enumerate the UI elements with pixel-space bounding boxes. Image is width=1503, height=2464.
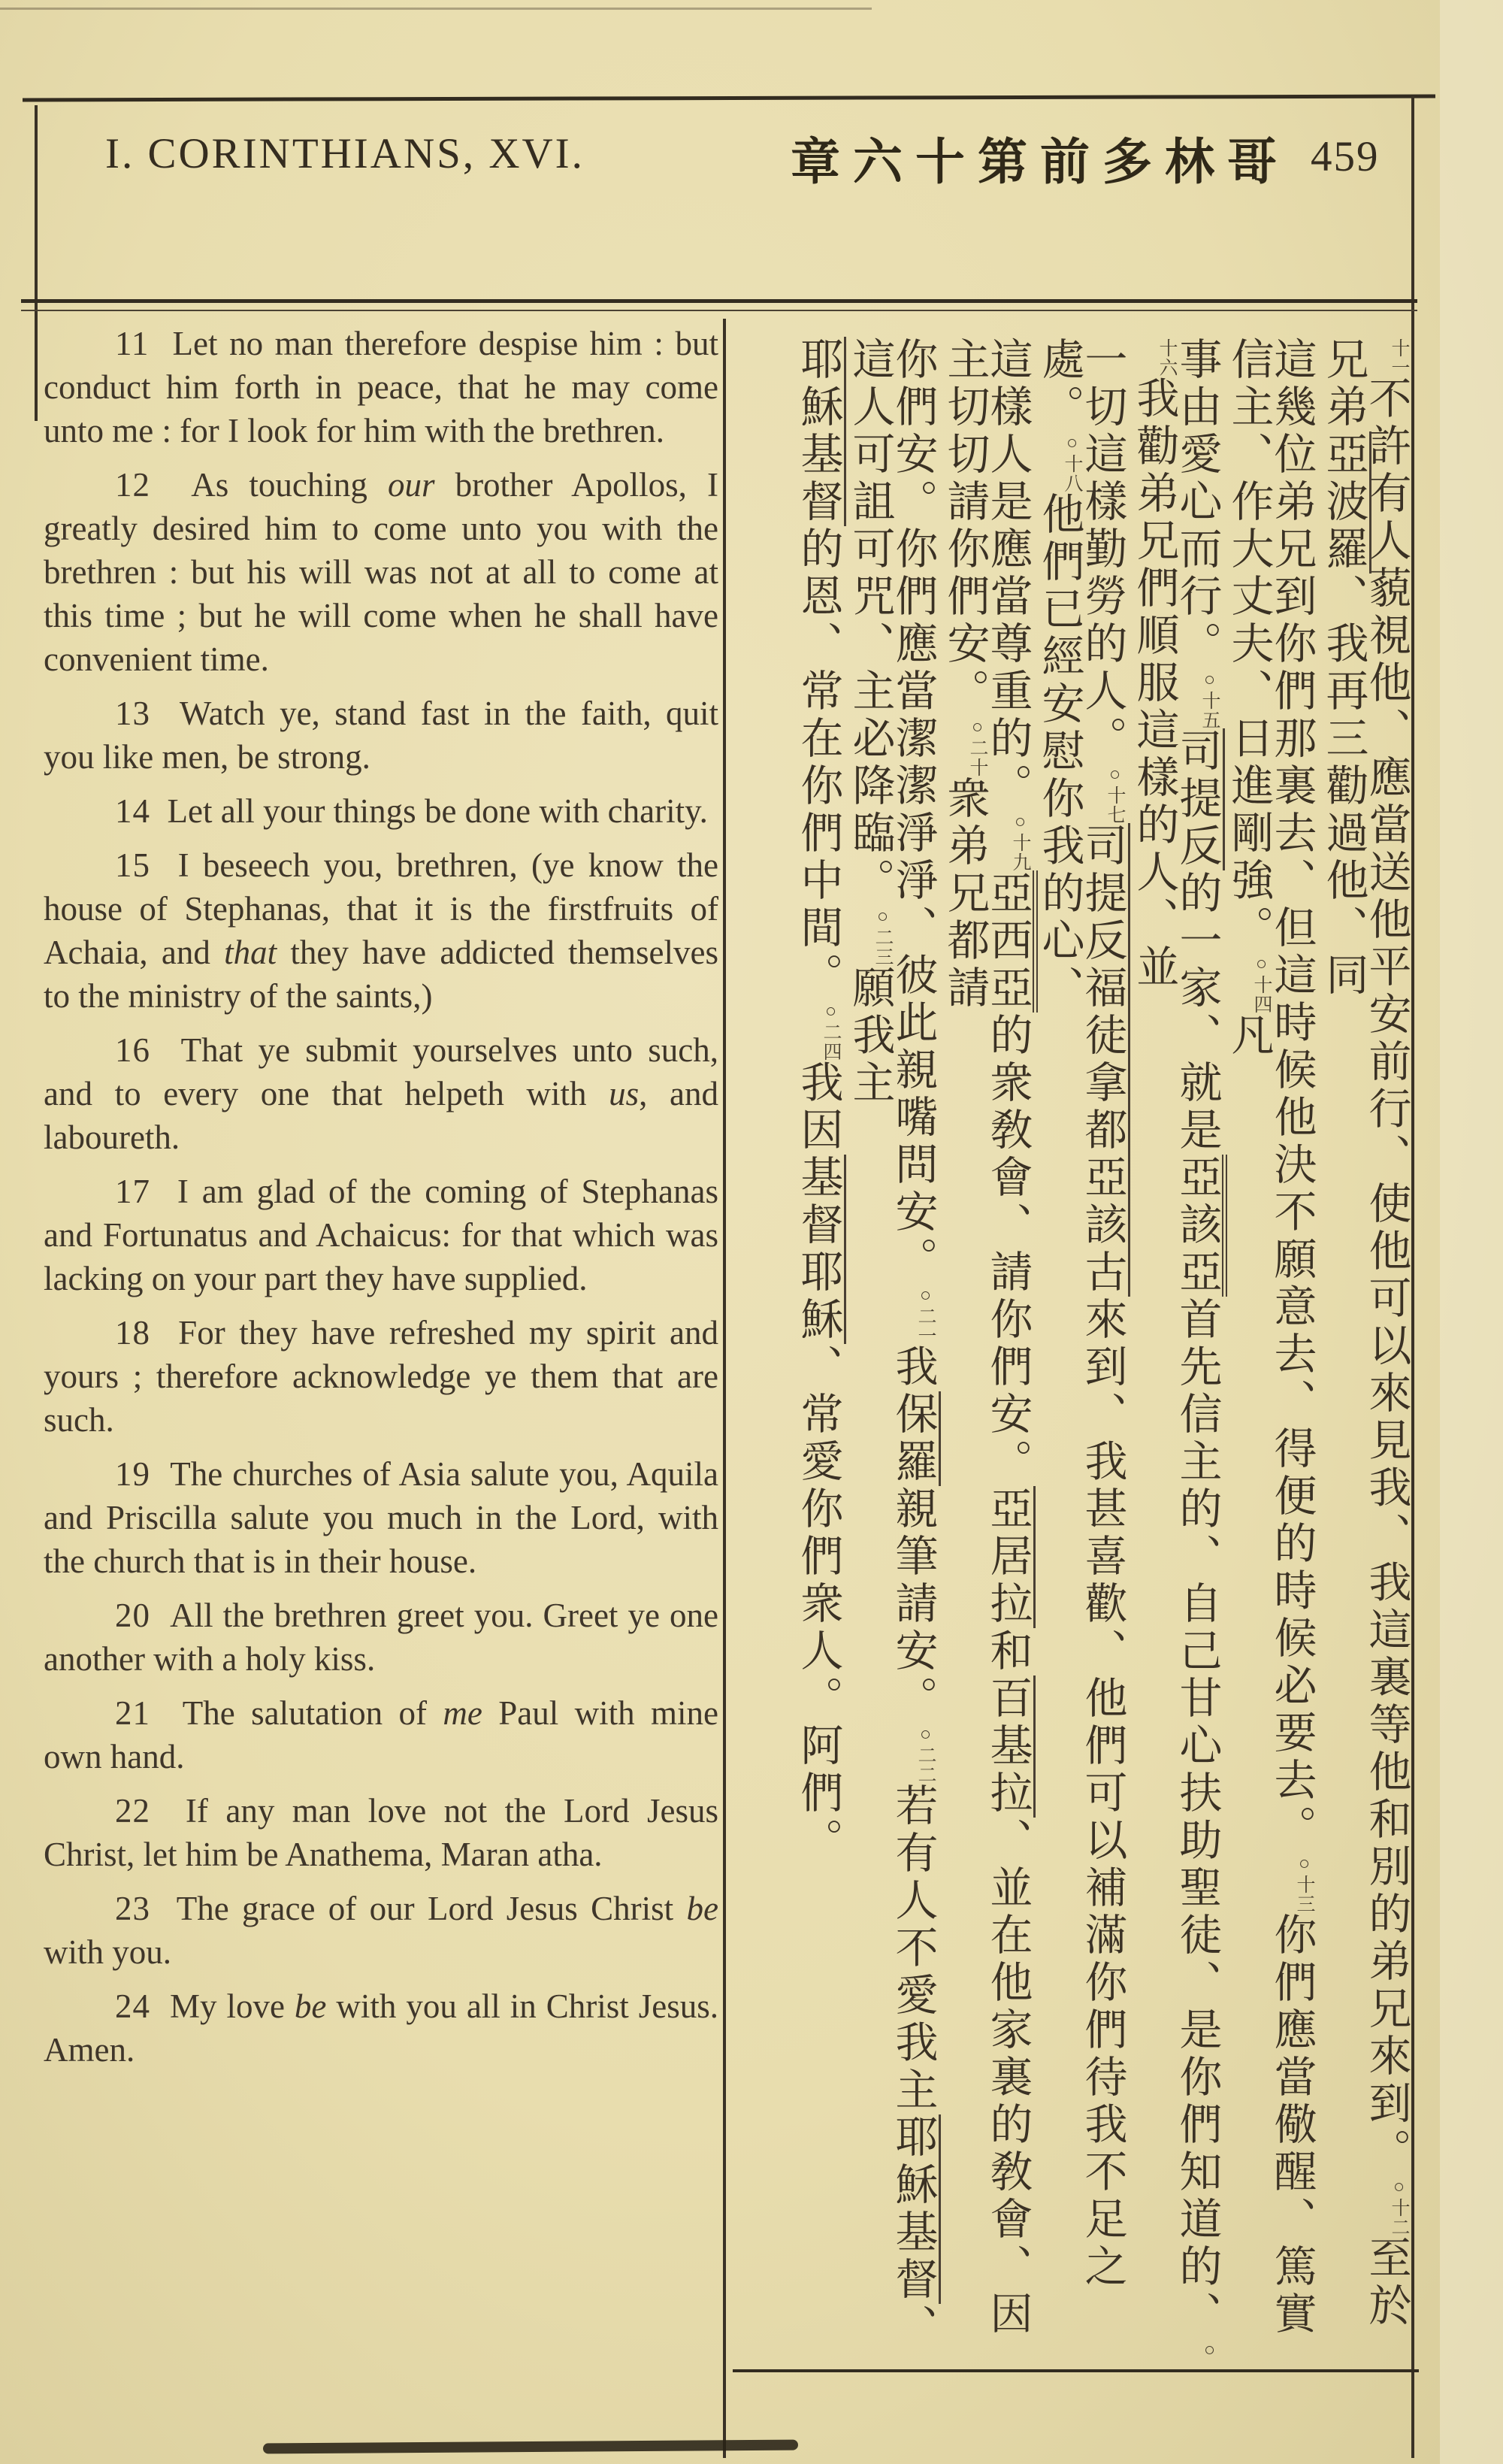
verse-marker: ○十六 <box>1157 338 1220 2361</box>
verse-marker: ○二十 <box>967 717 987 777</box>
chinese-text-run: 一切這樣勤勞的人。 <box>1078 337 1126 763</box>
proper-name-mark: 亞波羅 <box>1320 431 1371 574</box>
verse-text: Paul with mine own hand. <box>44 1694 719 1775</box>
verse-text: brother Apollos, I greatly desired him to come unto you with the brethren : but his will was not at all to come at this time ; but he will come when he shall have convenient time. <box>44 466 718 678</box>
proper-name-mark: 百基拉 <box>984 1675 1036 1818</box>
proper-name-mark: 亞該古 <box>1078 1155 1130 1297</box>
verse-text: That ye submit yourselves unto such, and to every one that helpeth with <box>44 1031 718 1112</box>
verse-11 <box>44 322 718 453</box>
verse-number: 21 <box>115 1694 150 1732</box>
verse-marker: ○十四 <box>1251 954 1272 1014</box>
verse-number: 19 <box>115 1455 150 1493</box>
verse-12 <box>44 463 718 681</box>
chinese-text-run: 的恩、常在你們中間。 <box>794 526 842 1000</box>
verse-text: I beseech you, brethren, (ye know the house of Stephanas, that it is the firstfruits of Achaia, and <box>44 846 718 971</box>
verse-text: with you all in Christ Jesus. Amen. <box>44 1987 719 2069</box>
header-rule-thick <box>21 299 1417 303</box>
verse-text: The churches of Asia salute you, Aquila and Priscilla salute you much in the Lord, with the church that is in their house. <box>44 1455 718 1580</box>
verse-marker: ○十五 <box>1199 670 1220 730</box>
verse-13 <box>44 692 718 779</box>
verse-marker: ○二一 <box>915 1285 936 1346</box>
verse-text: The salutation of <box>182 1694 443 1732</box>
verse-number: 14 <box>115 792 150 830</box>
verse-number: 23 <box>115 1890 150 1927</box>
italic-word: be <box>686 1890 719 1927</box>
verse-number: 22 <box>115 1792 150 1830</box>
proper-name-mark: 亞居拉 <box>984 1486 1036 1628</box>
proper-name-mark: 基督耶穌 <box>794 1155 846 1344</box>
chinese-column-5 <box>941 337 1031 2374</box>
verse-marker: ○十二 <box>1389 2177 1409 2237</box>
italic-word: us <box>609 1075 640 1112</box>
page-title-chinese: 章六十第前多林哥 <box>791 135 1290 190</box>
verse-marker: ○十九 <box>1010 812 1030 872</box>
verse-21 <box>44 1691 718 1778</box>
proper-name-mark: 亞該亞 <box>1173 1155 1227 1297</box>
chinese-text-run: 我 <box>889 1344 936 1391</box>
proper-name-mark: 福徒拿都 <box>1078 965 1130 1155</box>
verse-17 <box>44 1170 718 1300</box>
column-divider-line <box>723 319 726 2458</box>
italic-word: me <box>443 1694 482 1732</box>
chinese-text-run: 凡 <box>1225 1013 1272 1060</box>
verse-number: 15 <box>115 846 150 884</box>
chinese-text-run: 你們應當儆醒、篤實信主、作大丈夫、日進剛強。 <box>1225 337 1315 2338</box>
chinese-text-run: 至於兄弟 <box>1320 337 1410 2330</box>
chinese-text-run: 他們已經安慰你我的心、 <box>1036 492 1083 1013</box>
proper-name-mark: 司提反 <box>1078 823 1130 965</box>
chinese-column-2 <box>1225 337 1315 2374</box>
verse-text: All the brethren greet you. Greet ye one another with a holy kiss. <box>44 1597 718 1678</box>
verse-15 <box>44 843 718 1018</box>
chinese-text-run: 的衆敎會、請你們安。 <box>984 1013 1031 1486</box>
verse-text: with you. <box>44 1933 172 1971</box>
chinese-column-6 <box>846 337 936 2374</box>
chinese-text-run: 我勸弟兄們順服這樣的人、並 <box>1130 376 1178 991</box>
chinese-text-run: 來到、我甚喜歡、他們可以補滿你們待我不足之處。 <box>1036 337 1126 2291</box>
scan-edge-artifact <box>263 2440 798 2454</box>
verse-14 <box>44 789 718 833</box>
proper-name-mark: 司提反 <box>1173 728 1225 870</box>
chinese-column-3 <box>1130 337 1220 2374</box>
chinese-text-run: 首先信主的、自己甘心扶助聖徒、是你們知道的、 <box>1173 1297 1220 2338</box>
verse-18 <box>44 1311 718 1442</box>
verse-number: 12 <box>115 466 150 504</box>
page-number: 459 <box>1311 133 1380 180</box>
verse-text: they have addicted themselves to the ministry of the saints,) <box>44 934 718 1015</box>
verse-number: 17 <box>115 1173 150 1210</box>
chinese-text-columns <box>740 337 1408 2374</box>
chinese-text-run: 、常愛你們衆人。阿們。 <box>794 1344 842 1865</box>
chinese-text-run: 事由愛心而行。 <box>1173 337 1220 668</box>
italic-word: our <box>387 466 435 504</box>
verse-text: The grace of our Lord Jesus Christ <box>176 1890 687 1927</box>
chinese-column-1 <box>1320 337 1410 2374</box>
verse-23 <box>44 1887 718 1974</box>
verse-text: As touching <box>191 466 388 504</box>
verse-number: 16 <box>115 1031 150 1069</box>
verse-text: Let all your things be done with charity. <box>167 792 708 830</box>
chinese-text-run: 願我主 <box>846 965 894 1107</box>
proper-name-mark: 保羅 <box>889 1391 941 1486</box>
page-edge <box>1440 0 1503 2464</box>
italic-word: be <box>294 1987 327 2025</box>
verse-text: Watch ye, stand fast in the faith, quit you like men, be strong. <box>44 695 718 776</box>
verse-marker: ○二四 <box>821 1001 841 1061</box>
verse-number: 13 <box>115 695 150 732</box>
verse-text: Let no man therefore despise him : but conduct him forth in peace, that he may come unto me : for I look for him with the brethren. <box>44 325 718 450</box>
proper-name-mark: 耶穌基督 <box>794 337 846 526</box>
verse-text: My love <box>169 1987 295 2025</box>
chinese-text-run: 我因 <box>794 1060 842 1155</box>
chinese-text-run: 這樣人是應當尊重的。 <box>984 337 1031 810</box>
verse-marker: ○十三 <box>1294 1854 1314 1914</box>
chinese-text-run: 、這人可詛可咒、主必降臨。 <box>846 337 936 2351</box>
chinese-text-run: 衆弟兄都請 <box>941 776 988 1013</box>
left-frame-line <box>35 105 38 421</box>
verse-marker: 十一 <box>1389 338 1409 377</box>
verse-marker: ○二二 <box>915 1724 936 1784</box>
english-text-column <box>44 322 718 2082</box>
header-rule-thin <box>21 310 1417 311</box>
chinese-text-run: 這幾位弟兄到你們那裏去、但這時候他決不願意去、得便的時候必要去。 <box>1268 337 1315 1852</box>
verse-text: , and laboureth. <box>44 1075 718 1156</box>
chinese-text-run: 、我再三勸過他、同 <box>1320 574 1367 1000</box>
chinese-text-run: 的一家、就是 <box>1173 870 1220 1155</box>
verse-number: 18 <box>115 1314 150 1352</box>
chinese-text-run: 和 <box>984 1628 1031 1675</box>
chinese-column-7 <box>793 337 842 2374</box>
verse-marker: ○十八 <box>1062 433 1082 493</box>
chinese-column-4 <box>1036 337 1126 2374</box>
verse-text: For they have refreshed my spirit and yours ; therefore acknowledge ye them that are such. <box>44 1314 718 1439</box>
verse-19 <box>44 1452 718 1583</box>
top-faint-rule <box>0 8 872 10</box>
proper-name-mark: 亞西亞 <box>984 870 1038 1013</box>
verse-text: I am glad of the coming of Stephanas and Fortunatus and Achaicus: for that which was lacking on your part they have supplied. <box>44 1173 719 1297</box>
top-frame-rule <box>23 95 1435 102</box>
chinese-text-run: 、並在他家裏的敎會、因主切切請你們安。 <box>941 337 1031 2338</box>
chinese-text-run: 不許有人藐視他、應當送他平安前行、使他可以來見我、我這裏等他和別的弟兄來到。 <box>1362 376 1410 2175</box>
verse-marker: ○十七 <box>1105 764 1125 825</box>
verse-number: 24 <box>115 1987 150 2025</box>
verse-number: 11 <box>115 325 150 362</box>
verse-24 <box>44 1984 718 2072</box>
page-title-english: I. CORINTHIANS, XVI. <box>105 130 585 177</box>
verse-16 <box>44 1028 718 1159</box>
right-frame-line <box>1411 96 1414 2458</box>
proper-name-mark: 耶穌基督 <box>889 2114 941 2304</box>
chinese-text-run: 你們安。你們應當潔潔淨淨、彼此親嘴問安。 <box>889 337 936 1284</box>
verse-22 <box>44 1789 718 1876</box>
chinese-text-run: 親筆請安。 <box>889 1486 936 1723</box>
italic-word: that <box>224 934 277 971</box>
chinese-text-run: 若有人不愛我主 <box>889 1783 936 2114</box>
verse-text: If any man love not the Lord Jesus Christ, let him be Anathema, Maran atha. <box>44 1792 718 1873</box>
verse-number: 20 <box>115 1597 150 1634</box>
verse-20 <box>44 1594 718 1681</box>
verse-marker: ○二三 <box>872 907 893 967</box>
